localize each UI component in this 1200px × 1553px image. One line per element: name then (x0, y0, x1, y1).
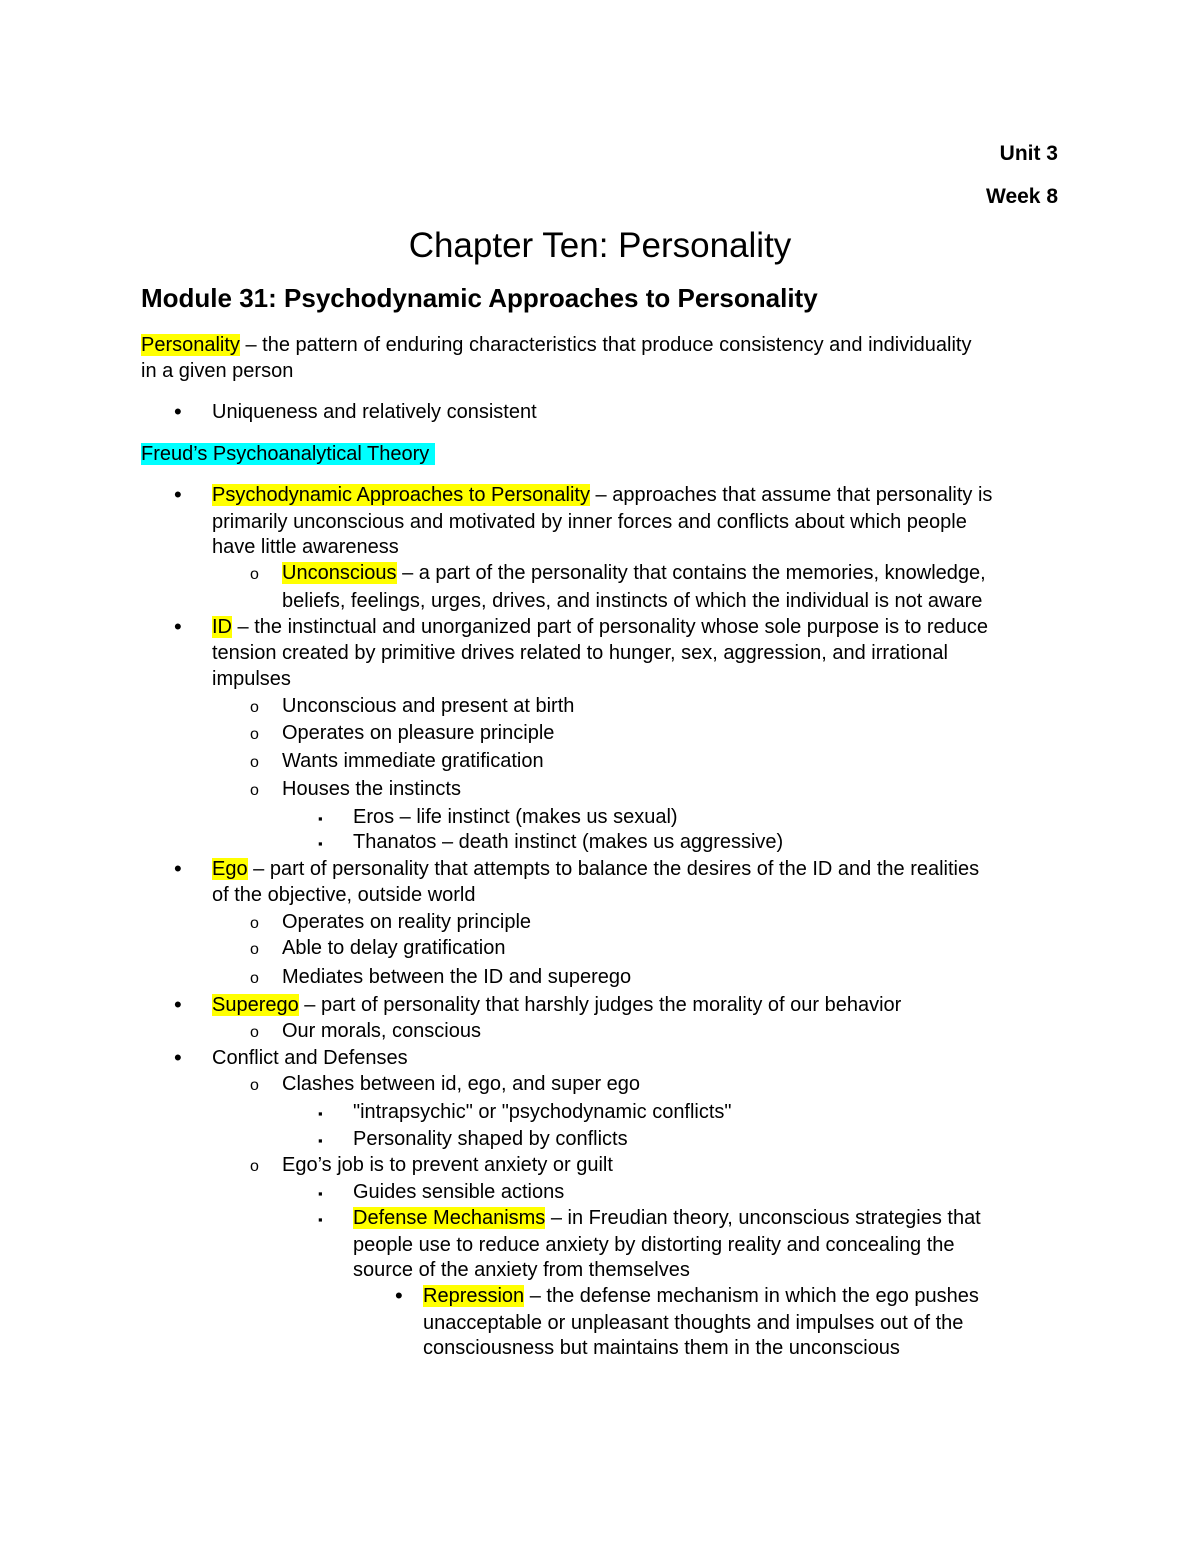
circle-marker: o (250, 782, 259, 799)
repression-term: Repression (423, 1285, 525, 1307)
repression-line2: unacceptable or unpleasant thoughts and impulses out of the (423, 1312, 964, 1334)
circle-marker: o (250, 1024, 259, 1041)
bullet-marker: • (174, 992, 182, 1017)
unconscious-line1: Unconscious – a part of the personality that contains the memories, knowledge, (282, 562, 986, 584)
personality-def-line2: in a given person (141, 360, 294, 382)
personality-bullet: Uniqueness and relatively consistent (212, 401, 537, 423)
circle-marker: o (250, 1077, 259, 1094)
bullet-marker: • (174, 856, 182, 881)
circle-marker: o (250, 699, 259, 716)
bullet-marker: • (174, 399, 182, 424)
personality-def-line1: – the pattern of enduring characteristics that produce consistency and individuality (239, 334, 972, 356)
instinct-item: Eros – life instinct (makes us sexual) (353, 806, 678, 828)
id-line3: impulses (212, 668, 291, 690)
freud-heading (141, 441, 435, 467)
id-term: ID (212, 616, 232, 638)
ego-line1: Ego – part of personality that attempts to balance the desires of the ID and the realities (212, 858, 980, 880)
circle-marker: o (250, 726, 259, 743)
repression-line1: Repression – the defense mechanism in which the ego pushes (423, 1285, 979, 1307)
square-marker: ▪ (318, 1186, 323, 1201)
id-line1: ID – the instinctual and unorganized part of personality whose sole purpose is to reduce (212, 616, 989, 638)
clash-sub-item: "intrapsychic" or "psychodynamic conflicts" (353, 1101, 732, 1123)
square-marker: ▪ (318, 1212, 323, 1227)
bullet-marker: • (395, 1283, 403, 1308)
psychodynamic-term: Psychodynamic Approaches to Personality (212, 484, 590, 506)
circle-marker: o (250, 915, 259, 932)
bullet-marker: • (174, 614, 182, 639)
id-line2: tension created by primitive drives related to hunger, sex, aggression, and irrational (212, 642, 948, 664)
id-sub-item: Operates on pleasure principle (282, 722, 555, 744)
repression-line3: consciousness but maintains them in the unconscious (423, 1337, 900, 1359)
unconscious-term: Unconscious (282, 562, 397, 584)
circle-marker: o (250, 970, 259, 987)
square-marker: ▪ (318, 836, 323, 851)
egos-job-item: Ego’s job is to prevent anxiety or guilt (282, 1154, 613, 1176)
id-sub-item: Unconscious and present at birth (282, 695, 575, 717)
freud-heading-text: Freud’s Psychoanalytical Theory (141, 443, 430, 465)
guides-item: Guides sensible actions (353, 1181, 565, 1203)
psychodynamic-line2: primarily unconscious and motivated by inner forces and conflicts about which people (212, 511, 967, 533)
id-sub-item: Houses the instincts (282, 778, 461, 800)
bullet-marker: • (174, 1045, 182, 1070)
circle-marker: o (250, 1158, 259, 1175)
psychodynamic-line3: have little awareness (212, 536, 399, 558)
superego-line1: Superego – part of personality that harshly judges the morality of our behavior (212, 994, 902, 1016)
bullet-marker: • (174, 482, 182, 507)
week-label: Week 8 (986, 185, 1058, 208)
defense-line1: Defense Mechanisms – in Freudian theory, unconscious strategies that (353, 1207, 981, 1229)
ego-sub-item: Able to delay gratification (282, 937, 506, 959)
instinct-item: Thanatos – death instinct (makes us aggressive) (353, 831, 784, 853)
ego-term: Ego (212, 858, 248, 880)
square-marker: ▪ (318, 1133, 323, 1148)
defense-line3: source of the anxiety from themselves (353, 1259, 690, 1281)
chapter-title: Chapter Ten: Personality (408, 226, 792, 265)
circle-marker: o (250, 566, 259, 583)
personality-definition (141, 332, 1061, 384)
circle-marker: o (250, 941, 259, 958)
ego-sub-item: Mediates between the ID and superego (282, 966, 632, 988)
superego-term: Superego (212, 994, 299, 1016)
conflict-title: Conflict and Defenses (212, 1047, 408, 1069)
circle-marker: o (250, 754, 259, 771)
module-title: Module 31: Psychodynamic Approaches to Personality (141, 283, 818, 313)
clash-sub-item: Personality shaped by conflicts (353, 1128, 628, 1150)
defense-line2: people use to reduce anxiety by distorting reality and concealing the (353, 1234, 955, 1256)
ego-sub-item: Operates on reality principle (282, 911, 532, 933)
square-marker: ▪ (318, 811, 323, 826)
defense-term: Defense Mechanisms (353, 1207, 546, 1229)
ego-line2: of the objective, outside world (212, 884, 476, 906)
unconscious-line2: beliefs, feelings, urges, drives, and instincts of which the individual is not aware (282, 590, 983, 612)
clashes-item: Clashes between id, ego, and super ego (282, 1073, 641, 1095)
id-sub-item: Wants immediate gratification (282, 750, 544, 772)
psychodynamic-line1: Psychodynamic Approaches to Personality – approaches that assume that personality is (212, 484, 993, 506)
superego-sub-item: Our morals, conscious (282, 1020, 481, 1042)
unit-label: Unit 3 (999, 142, 1058, 165)
square-marker: ▪ (318, 1106, 323, 1121)
personality-term: Personality (141, 334, 240, 356)
